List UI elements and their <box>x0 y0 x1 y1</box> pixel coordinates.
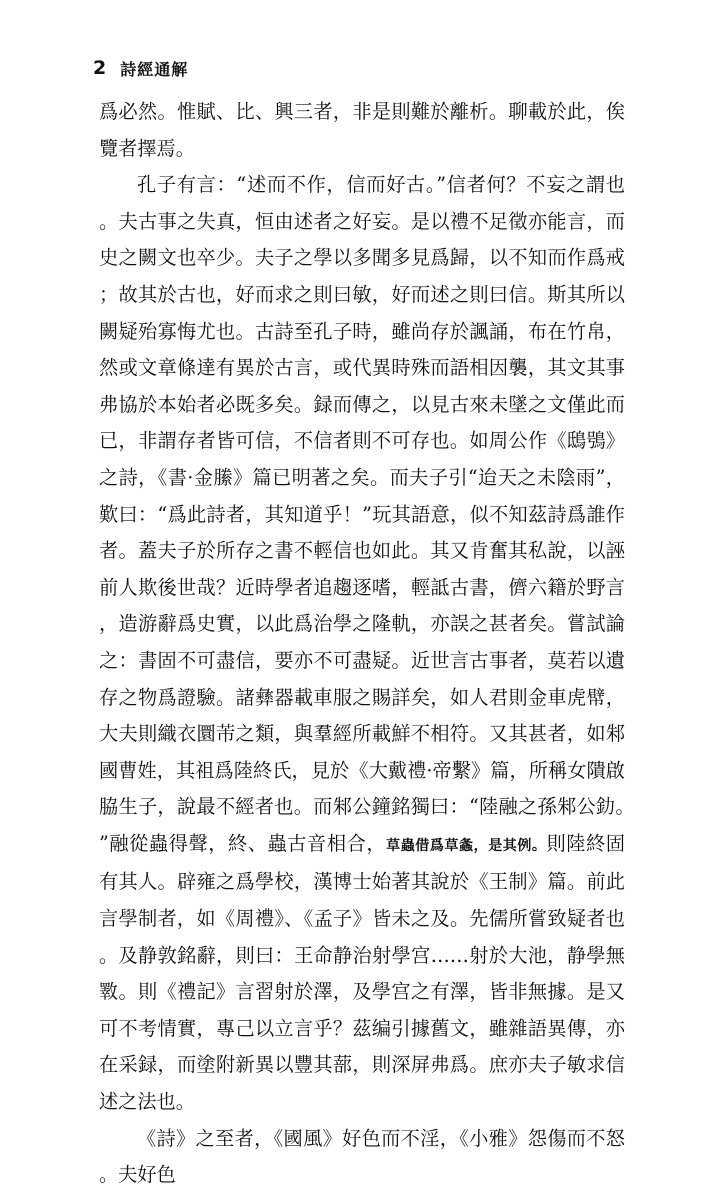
paragraph-odes: 《詩》之至者，《國風》好色而不淫，《小雅》怨傷而不怒。夫好色 <box>99 1126 625 1187</box>
inline-note: 草蟲借爲草螽，是其例。 <box>386 837 547 854</box>
paragraph-text-after-note: 則陸終固有其人。辟雍之爲學校，漢博士始著其說於《王制》篇。前此言學制者，如《周禮》、《孟子》皆未之及。先儒所嘗致疑者也。及静敦銘辭，則曰：王命静治射學宫……射於大池，静學無斁。則《禮記》言習射於澤，及學宫之有澤，皆非無據。是又可不考情實，專己以立言乎？茲编引據舊文，雖雜語異傳，亦在采録，而塗附新異以豐其蔀，則深屏弗爲。庶亦夫子敏求信述之法也。 <box>99 831 626 1114</box>
body-text <box>99 94 625 1194</box>
paragraph-continuation: 爲必然。惟賦、比、興三者，非是則難於離析。聊載於此，俟覽者擇焉。 <box>99 100 625 160</box>
running-header <box>93 56 188 80</box>
book-title: 詩經通解 <box>120 59 189 79</box>
paragraph-text: 孔子有言：“述而不作，信而好古。”信者何？不妄之謂也。夫古事之失真，恒由述者之好妄。是以禮不足徵亦能言，而史之闕文也卒少。夫子之學以多聞多見爲歸，以不知而作爲戒；故其於古也，好而求之則曰敏，好而述之則曰信。斯其所以闕疑殆寡悔尤也。古詩至孔子時，雖尚存於諷誦，布在竹帛，然或文章條達有異於古言，或代異時殊而語相因襲，其文其事弗協於本始者必既多矣。録而傳之，以見古來未墜之文僅此而已，非謂存者皆可信，不信者則不可存也。如周公作《鴟鴞》之詩，《書·金縢》篇已明著之矣。而夫子引“迨天之未陰雨”，歎曰：“爲此詩者，其知道乎！”玩其語意，似不知茲詩爲誰作者。蓋夫子於所存之書不輕信也如此。其又肯奮其私說，以誣前人欺後世哉？近時學者追趨逐嗜，輕詆古書，儕六籍於野言，造游辭爲史實，以此爲治學之隆軌，亦誤之甚者矣。嘗試論之：書固不可盡信，要亦不可盡疑。近世言古事者，莫若以遺存之物爲證驗。諸彝器載車服之賜詳矣，如人君則金車虎幦，大夫則織衣圜芾之類，與羣經所載鮮不相符。又其甚者，如邾國曹姓，其祖爲陸終氏，見於《大戴禮·帝繫》篇，所稱女隤啟脇生子，說最不經者也。而邾公鐘銘獨曰：“陸融之孫邾公釛。”融從蟲得聲，終、蟲古音相合， <box>99 173 625 855</box>
page-number: 2 <box>93 57 107 79</box>
paragraph-confucius-quote <box>99 167 625 1120</box>
